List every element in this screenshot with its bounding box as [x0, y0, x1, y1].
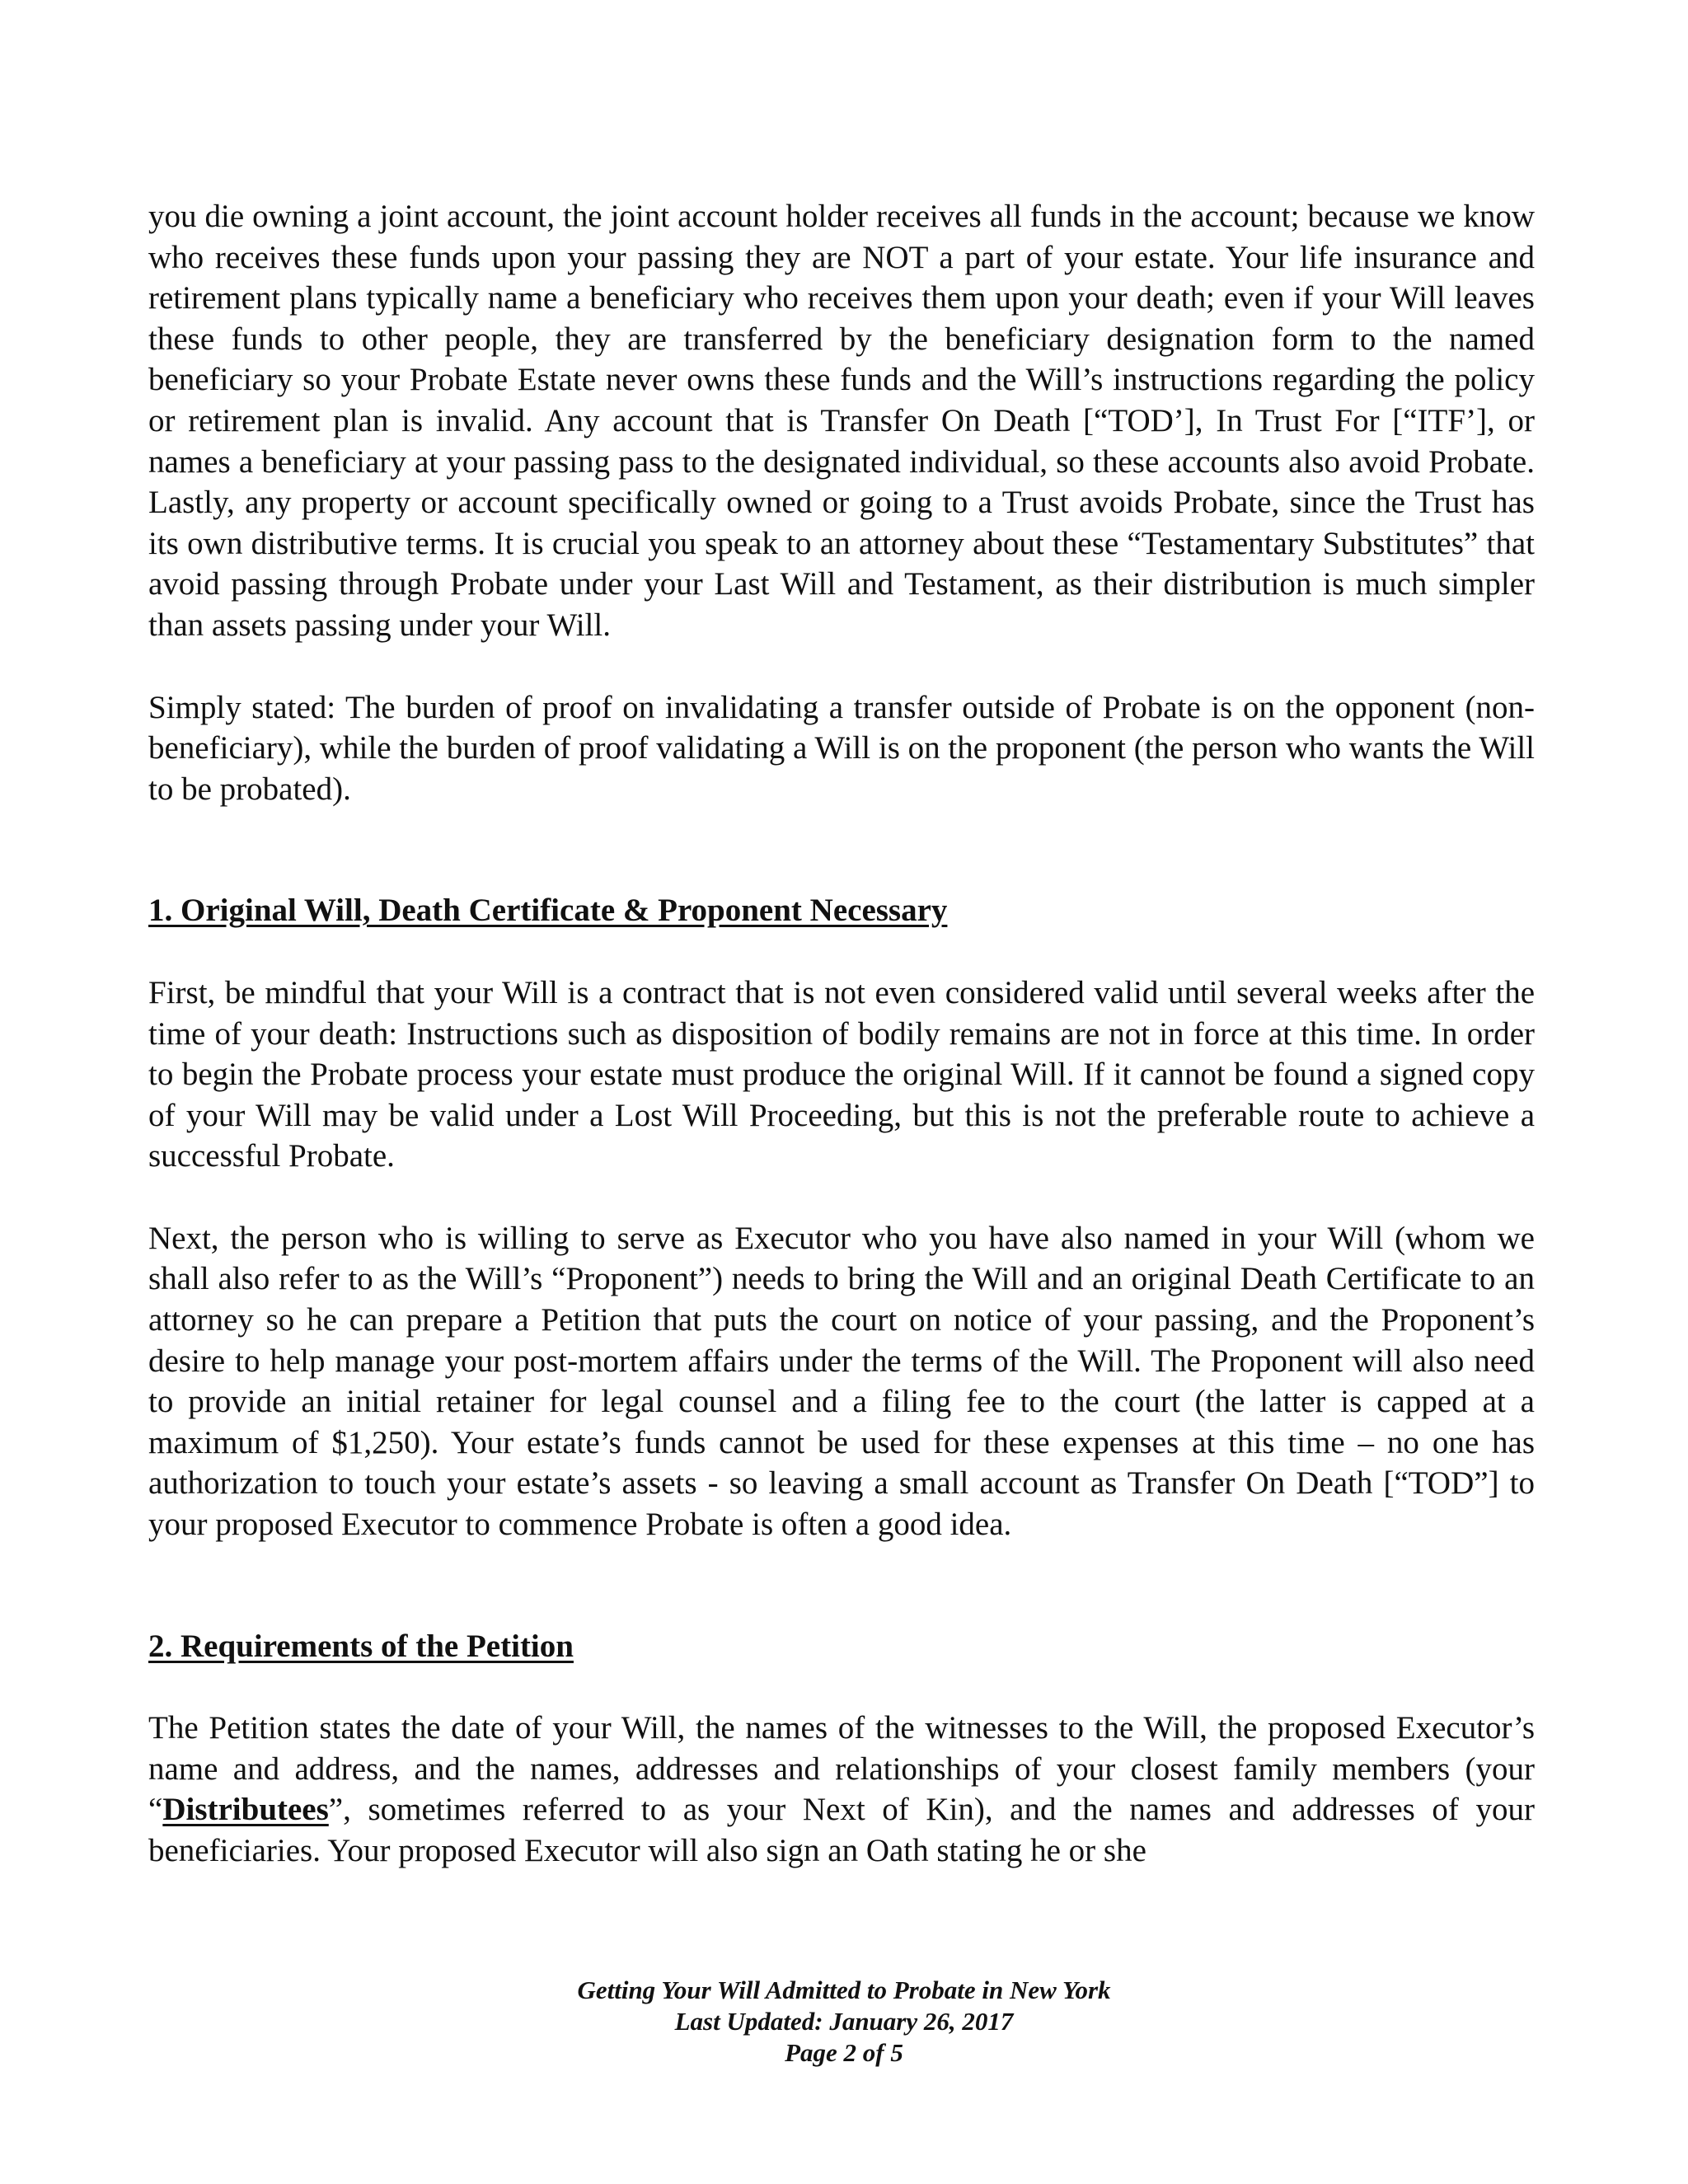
section-2-text-after: ”, sometimes referred to as your Next of Kin), and the names and addresses of your beneficiaries. Your proposed Executor will also sign an Oath stating he or she — [148, 1792, 1535, 1868]
paragraph-spacer — [148, 931, 1535, 972]
intro-paragraph: you die owning a joint account, the joint account holder receives all funds in the account; because we know who receives these funds upon your passing they are NOT a part of your estate. Your life insurance and retirement plans typically name a beneficiary who receives them upon your death; even if your Will leaves these funds to other people, they are transferred by the beneficiary designation form to the named beneficiary so your Probate Estate never owns these funds and the Will’s instructions regarding the policy or retirement plan is invalid. Any account that is Transfer On Death [“TOD’], In Trust For [“ITF’], or names a beneficiary at your passing pass to the designated individual, so these accounts also avoid Probate. Lastly, any property or account specifically owned or going to a Trust avoids Probate, since the Trust has its own distributive terms. It is crucial you speak to an attorney about these “Testamentary Substitutes” that avoid passing through Probate under your Last Will and Testament, as their distribution is much simpler than assets passing under your Will. — [148, 199, 1535, 643]
burden-of-proof-paragraph: Simply stated: The burden of proof on invalidating a transfer outside of Probate is on the opponent (non-beneficiary), while the burden of proof validating a Will is on the proponent (the person who wants the Will to be probated). — [148, 689, 1535, 807]
section-2-paragraph — [148, 1708, 1535, 1871]
page-footer — [0, 1975, 1688, 2069]
paragraph-spacer — [148, 1666, 1535, 1708]
section-spacer — [148, 1545, 1535, 1626]
paragraph-spacer — [148, 646, 1535, 687]
section-spacer — [148, 809, 1535, 890]
footer-document-title: Getting Your Will Admitted to Probate in New York — [577, 1975, 1111, 2004]
footer-last-updated: Last Updated: January 26, 2017 — [674, 2007, 1014, 2036]
section-1-heading: 1. Original Will, Death Certificate & Proponent Necessary — [148, 893, 948, 929]
paragraph-spacer — [148, 1177, 1535, 1218]
section-1-paragraph-1: First, be mindful that your Will is a contract that is not even considered valid until several weeks after the time of your death: Instructions such as disposition of bodily remains are not in force at this time. In order to begin the Probate process your estate must produce the original Will. If it cannot be found a signed copy of your Will may be valid under a Lost Will Proceeding, but this is not the preferable route to achieve a successful Probate. — [148, 974, 1535, 1174]
page-body — [148, 196, 1535, 1872]
section-1-paragraph-2: Next, the person who is willing to serve as Executor who you have also named in your Will (whom we shall also refer to as the Will’s “Proponent”) needs to bring the Will and an original Death Certificate to an attorney so he can prepare a Petition that puts the court on notice of your passing, and the Proponent’s desire to help manage your post-mortem affairs under the terms of the Will. The Proponent will also need to provide an initial retainer for legal counsel and a filing fee to the court (the latter is capped at a maximum of $1,250). Your estate’s funds cannot be used for these expenses at this time – no one has authorization to touch your estate’s assets - so leaving a small account as Transfer On Death [“TOD”] to your proposed Executor to commence Probate is often a good idea. — [148, 1220, 1535, 1543]
footer-page-number: Page 2 of 5 — [785, 2038, 903, 2067]
section-2-text-before: The Petition states the date of your Will, the names of the witnesses to the Will, the proposed Executor’s name and address, and the names, addresses and relationships of your closest family members (your “ — [148, 1710, 1535, 1828]
distributees-term: Distributees — [162, 1792, 329, 1828]
section-2-heading: 2. Requirements of the Petition — [148, 1628, 574, 1664]
